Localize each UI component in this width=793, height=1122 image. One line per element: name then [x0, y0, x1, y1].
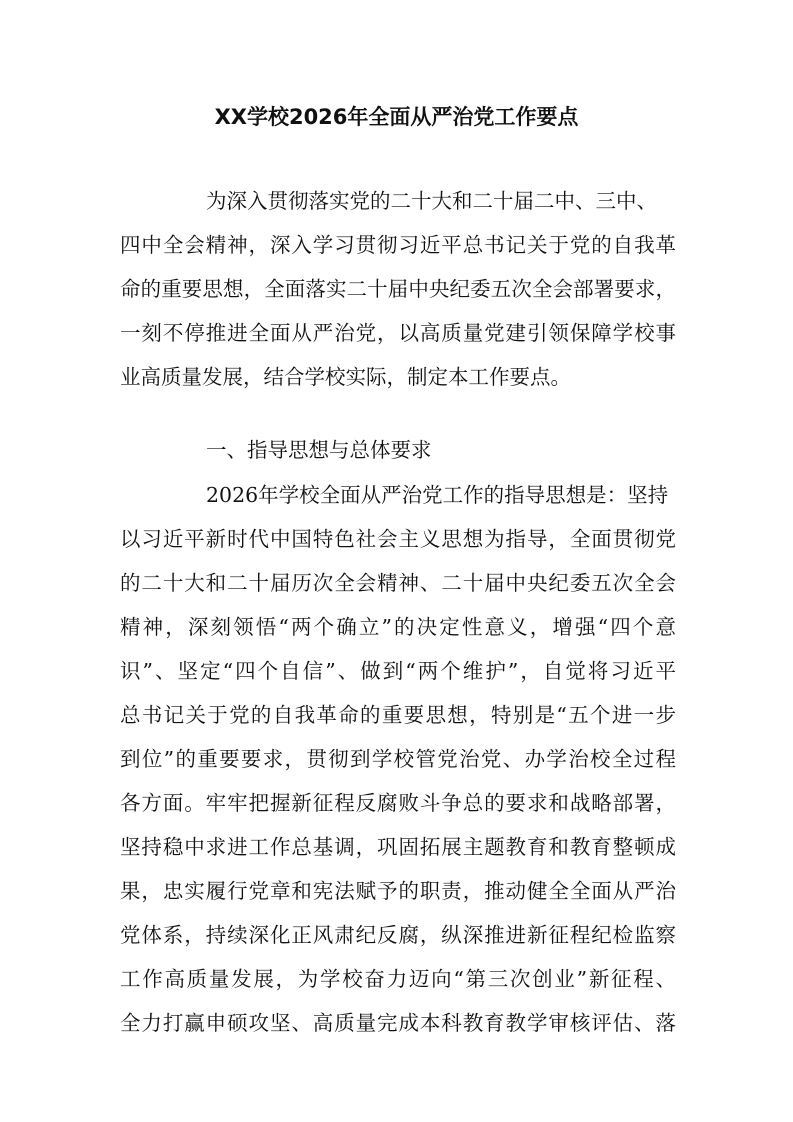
body-line: 精神，深刻领悟“两个确立”的决定性意义，增强“四个意 — [120, 615, 676, 639]
body-line: 全力打赢申硕攻坚、高质量完成本科教育教学审核评估、落 — [120, 1011, 676, 1035]
document-title: XX学校2026年全面从严治党工作要点 — [214, 105, 579, 129]
body-line: 识”、坚定“四个自信”、做到“两个维护”，自觉将习近平 — [120, 659, 676, 683]
intro-line: 业高质量发展，结合学校实际，制定本工作要点。 — [120, 365, 571, 389]
body-line: 的二十大和二十届历次全会精神、二十届中央纪委五次全会 — [120, 571, 676, 595]
body-line: 总书记关于党的自我革命的重要思想，特别是“五个进一步 — [120, 703, 676, 727]
intro-line: 命的重要思想，全面落实二十届中央纪委五次全会部署要求， — [120, 277, 676, 301]
intro-line: 为深入贯彻落实党的二十大和二十届二中、三中、 — [206, 189, 657, 213]
section-heading: 一、指导思想与总体要求 — [206, 438, 432, 462]
body-line: 以习近平新时代中国特色社会主义思想为指导，全面贯彻党 — [120, 527, 676, 551]
intro-line: 一刻不停推进全面从严治党，以高质量党建引领保障学校事 — [120, 321, 676, 345]
body-line: 工作高质量发展，为学校奋力迈向“第三次创业”新征程、 — [120, 967, 676, 991]
body-line: 各方面。牢牢把握新征程反腐败斗争总的要求和战略部署， — [120, 791, 676, 815]
body-line: 2026年学校全面从严治党工作的指导思想是：坚持 — [206, 483, 669, 507]
body-line: 坚持稳中求进工作总基调，巩固拓展主题教育和教育整顿成 — [120, 835, 676, 859]
body-line: 到位”的重要要求，贯彻到学校管党治党、办学治校全过程 — [120, 747, 676, 771]
body-line: 党体系，持续深化正风肃纪反腐，纵深推进新征程纪检监察 — [120, 923, 676, 947]
body-line: 果，忠实履行党章和宪法赋予的职责，推动健全全面从严治 — [120, 879, 676, 903]
intro-line: 四中全会精神，深入学习贯彻习近平总书记关于党的自我革 — [120, 233, 676, 257]
